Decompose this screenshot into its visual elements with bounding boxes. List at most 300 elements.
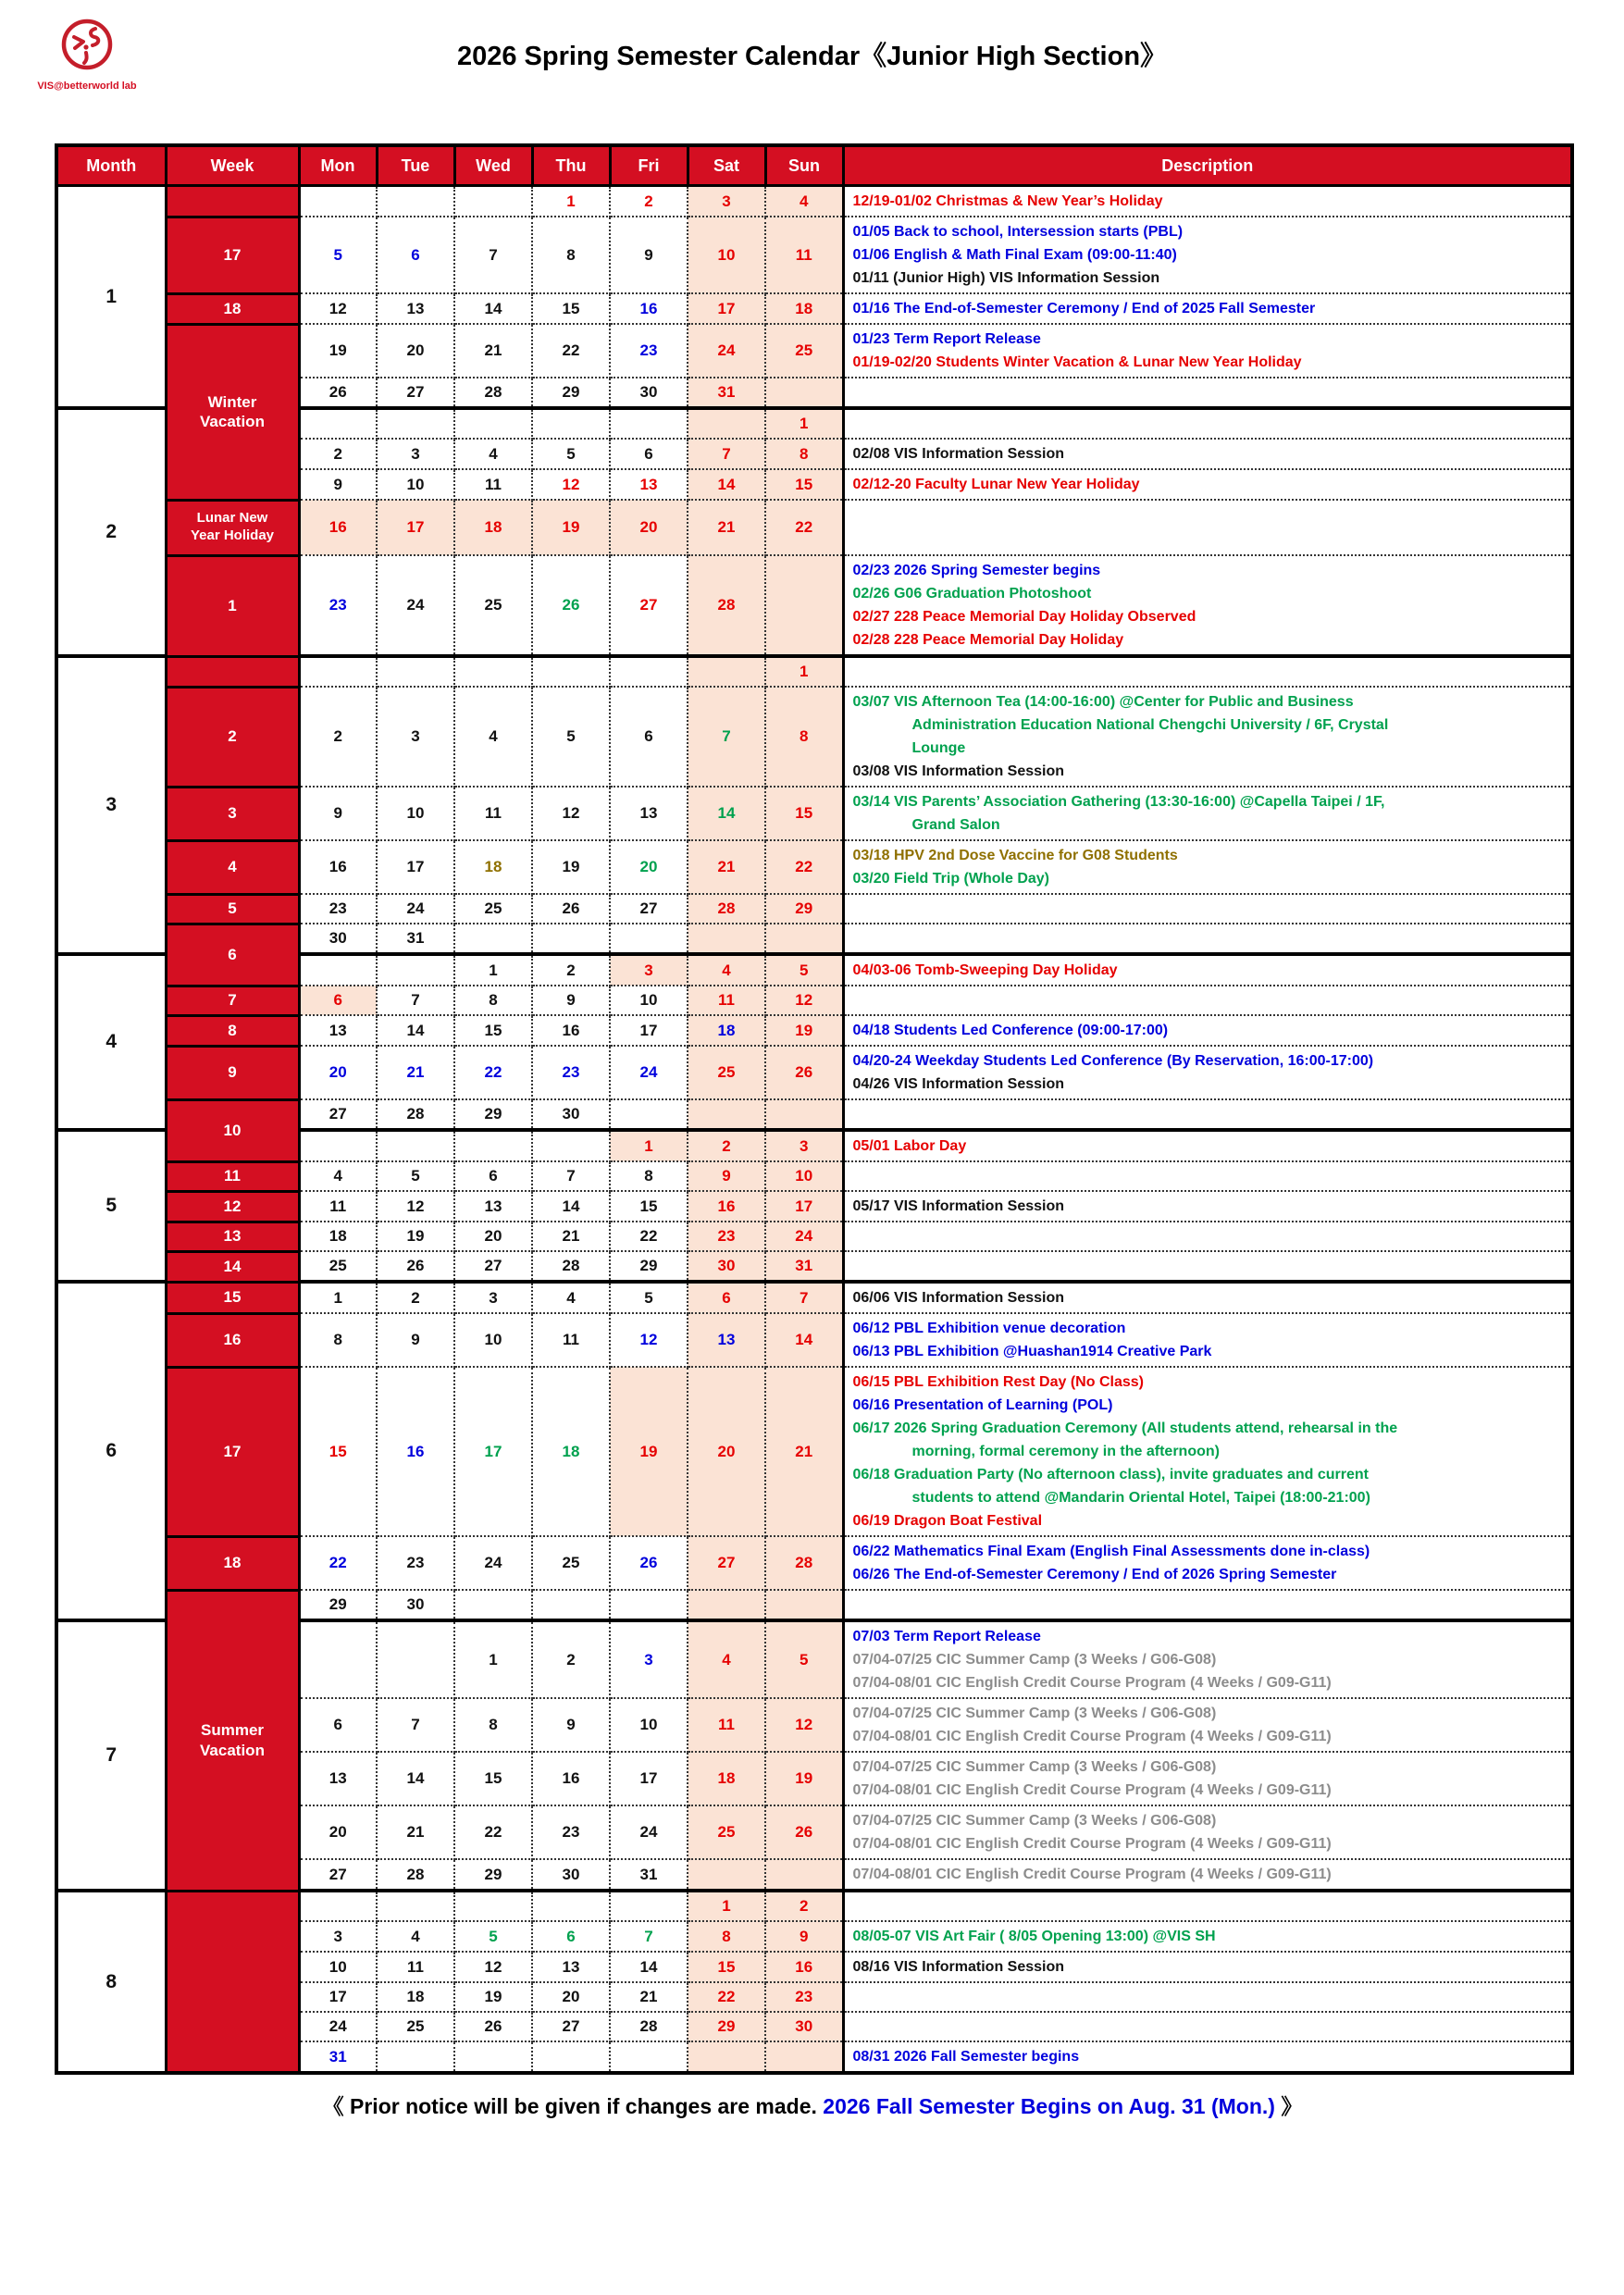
day-cell: 29 [688,2012,765,2041]
day-cell: 11 [688,986,765,1015]
week-cell: 17 [166,217,299,293]
page-title: 2026 Spring Semester Calendar《Junior High Section》 [456,42,1168,71]
day-cell: 30 [377,1590,454,1620]
day-cell: 27 [610,894,688,924]
day-cell [377,1130,454,1161]
day-cell: 7 [765,1282,843,1313]
day-cell: 25 [377,2012,454,2041]
day-cell: 16 [610,293,688,324]
day-cell [454,186,532,217]
day-cell: 12 [765,1698,843,1752]
description-cell [843,2012,1572,2041]
day-cell [765,1099,843,1130]
day-cell: 28 [532,1251,610,1282]
week-cell: 1 [166,555,299,656]
day-cell: 10 [454,1313,532,1367]
event-text: 05/17 VIS Information Session [852,1198,1065,1214]
day-cell: 4 [765,186,843,217]
day-cell [688,1099,765,1130]
event-text: 06/13 PBL Exhibition @Huashan1914 Creative Park [852,1344,1212,1359]
column-header-sat: Sat [688,145,765,186]
week-cell: 15 [166,1282,299,1313]
day-cell: 24 [610,1046,688,1099]
day-cell: 20 [688,1367,765,1536]
day-cell: 2 [299,439,377,469]
day-cell: 11 [532,1313,610,1367]
day-cell: 4 [299,1161,377,1191]
event-text: 07/04-08/01 CIC English Credit Course Program (4 Weeks / G09-G11) [852,1836,1332,1852]
day-cell: 23 [299,555,377,656]
day-cell: 10 [688,217,765,293]
day-cell: 21 [610,1982,688,2012]
day-cell: 27 [532,2012,610,2041]
day-cell: 28 [610,2012,688,2041]
day-cell: 19 [610,1367,688,1536]
event-text: 07/03 Term Report Release [852,1629,1041,1644]
footer-highlight: 2026 Fall Semester Begins on Aug. 31 (Mon.) [823,2094,1275,2118]
day-cell: 25 [532,1536,610,1590]
day-cell: 15 [454,1752,532,1805]
event-text: 06/06 VIS Information Session [852,1290,1065,1306]
day-cell: 4 [688,1620,765,1698]
description-cell [843,1367,1572,1536]
day-cell: 21 [377,1805,454,1859]
day-cell: 5 [377,1161,454,1191]
day-cell: 3 [610,1620,688,1698]
week-cell: 18 [166,1536,299,1590]
day-cell: 18 [299,1222,377,1251]
day-cell: 18 [377,1982,454,2012]
day-cell: 2 [377,1282,454,1313]
day-cell: 24 [765,1222,843,1251]
day-cell: 24 [454,1536,532,1590]
day-cell [377,1891,454,1921]
event-text: 06/12 PBL Exhibition venue decoration [852,1321,1126,1336]
day-cell: 6 [610,439,688,469]
event-text: 02/08 VIS Information Session [852,446,1065,462]
day-cell: 20 [610,500,688,555]
day-cell [532,656,610,687]
day-cell: 20 [610,840,688,894]
description-cell [843,2041,1572,2073]
day-cell: 16 [765,1952,843,1982]
month-cell: 7 [56,1620,166,1891]
description-cell [843,1222,1572,1251]
description-cell [843,408,1572,439]
day-cell: 31 [688,378,765,408]
description-cell [843,1130,1572,1161]
week-cell [166,1891,299,2073]
day-cell: 17 [688,293,765,324]
day-cell: 23 [377,1536,454,1590]
event-text: 03/14 VIS Parents’ Association Gathering (13:30-16:00) @Capella Taipei / 1F, [852,794,1385,810]
day-cell: 27 [454,1251,532,1282]
day-cell: 12 [532,469,610,500]
day-cell [299,1130,377,1161]
day-cell [377,1620,454,1698]
day-cell: 13 [299,1752,377,1805]
day-cell: 1 [610,1130,688,1161]
event-text: 03/20 Field Trip (Whole Day) [852,871,1049,887]
day-cell: 14 [377,1015,454,1046]
day-cell: 17 [299,1982,377,2012]
event-text: 04/03-06 Tomb-Sweeping Day Holiday [852,962,1118,978]
day-cell: 2 [765,1891,843,1921]
day-cell: 23 [688,1222,765,1251]
event-text: 04/26 VIS Information Session [852,1076,1065,1092]
day-cell: 12 [765,986,843,1015]
event-text: 01/06 English & Math Final Exam (09:00-11:40) [852,247,1177,263]
day-cell: 23 [299,894,377,924]
description-cell [843,1921,1572,1952]
day-cell: 19 [765,1752,843,1805]
description-cell [843,1952,1572,1982]
logo-caption: VIS@betterworld lab [37,81,137,92]
day-cell [532,2041,610,2073]
day-cell: 9 [299,469,377,500]
column-header-fri: Fri [610,145,688,186]
day-cell: 6 [688,1282,765,1313]
day-cell: 17 [610,1752,688,1805]
day-cell: 26 [299,378,377,408]
description-cell [843,954,1572,986]
day-cell: 28 [765,1536,843,1590]
description-cell [843,1251,1572,1282]
day-cell [765,2041,843,2073]
day-cell: 12 [377,1191,454,1222]
day-cell: 4 [454,439,532,469]
day-cell: 29 [765,894,843,924]
day-cell: 9 [377,1313,454,1367]
day-cell [532,1891,610,1921]
day-cell [299,408,377,439]
day-cell: 11 [454,787,532,840]
description-cell [843,1620,1572,1698]
day-cell: 29 [454,1099,532,1130]
day-cell: 30 [532,1099,610,1130]
month-cell: 1 [56,186,166,409]
day-cell: 29 [610,1251,688,1282]
day-cell: 9 [299,787,377,840]
event-text: 07/04-07/25 CIC Summer Camp (3 Weeks / G06-G08) [852,1652,1217,1668]
day-cell: 29 [454,1859,532,1891]
calendar-content [55,143,1570,2120]
description-cell [843,924,1572,954]
week-cell: 3 [166,787,299,840]
day-cell: 25 [454,894,532,924]
day-cell: 11 [765,217,843,293]
day-cell: 18 [454,840,532,894]
event-text: 02/23 2026 Spring Semester begins [852,563,1101,578]
day-cell: 17 [610,1015,688,1046]
day-cell [454,1590,532,1620]
day-cell: 21 [765,1367,843,1536]
description-cell [843,1698,1572,1752]
event-text: 02/26 G06 Graduation Photoshoot [852,586,1092,602]
description-cell [843,1161,1572,1191]
day-cell: 10 [377,469,454,500]
event-text: 03/18 HPV 2nd Dose Vaccine for G08 Students [852,848,1178,863]
day-cell: 7 [454,217,532,293]
description-cell [843,1313,1572,1367]
description-cell [843,840,1572,894]
day-cell: 28 [688,894,765,924]
day-cell: 19 [377,1222,454,1251]
day-cell [377,656,454,687]
day-cell [688,1590,765,1620]
day-cell: 5 [454,1921,532,1952]
day-cell: 22 [299,1536,377,1590]
description-cell [843,1859,1572,1891]
day-cell: 17 [765,1191,843,1222]
day-cell: 5 [532,687,610,787]
day-cell: 21 [377,1046,454,1099]
description-cell [843,687,1572,787]
day-cell: 1 [454,1620,532,1698]
day-cell: 31 [299,2041,377,2073]
day-cell: 28 [377,1859,454,1891]
day-cell: 8 [765,439,843,469]
day-cell [688,1859,765,1891]
day-cell [610,1590,688,1620]
day-cell: 16 [532,1015,610,1046]
day-cell: 24 [610,1805,688,1859]
day-cell: 16 [532,1752,610,1805]
day-cell: 1 [532,186,610,217]
description-cell [843,217,1572,293]
day-cell: 18 [765,293,843,324]
day-cell: 14 [532,1191,610,1222]
event-text: 07/04-07/25 CIC Summer Camp (3 Weeks / G06-G08) [852,1759,1217,1775]
day-cell [299,656,377,687]
day-cell: 19 [532,500,610,555]
day-cell: 8 [532,217,610,293]
day-cell: 26 [610,1536,688,1590]
day-cell: 7 [688,687,765,787]
day-cell: 22 [532,324,610,378]
week-cell [166,656,299,687]
day-cell: 22 [688,1982,765,2012]
week-cell: Lunar New Year Holiday [166,500,299,555]
description-cell [843,293,1572,324]
day-cell: 1 [454,954,532,986]
day-cell: 25 [765,324,843,378]
event-text: 04/18 Students Led Conference (09:00-17:00) [852,1023,1169,1038]
event-text: 06/18 Graduation Party (No afternoon class), invite graduates and current [852,1467,1369,1482]
day-cell [299,186,377,217]
column-header-sun: Sun [765,145,843,186]
day-cell: 26 [532,555,610,656]
description-cell [843,555,1572,656]
day-cell: 12 [610,1313,688,1367]
event-text: 02/12-20 Faculty Lunar New Year Holiday [852,477,1140,492]
day-cell: 16 [688,1191,765,1222]
day-cell: 9 [532,1698,610,1752]
description-cell [843,439,1572,469]
day-cell [688,656,765,687]
description-cell [843,1891,1572,1921]
day-cell [299,954,377,986]
day-cell: 12 [299,293,377,324]
day-cell [610,1099,688,1130]
description-cell [843,1046,1572,1099]
description-cell [843,787,1572,840]
day-cell: 8 [454,1698,532,1752]
event-text: 02/27 228 Peace Memorial Day Holiday Observed [852,609,1196,625]
day-cell: 19 [765,1015,843,1046]
day-cell: 27 [299,1859,377,1891]
day-cell: 4 [454,687,532,787]
description-cell [843,1805,1572,1859]
day-cell: 5 [765,1620,843,1698]
day-cell: 10 [610,986,688,1015]
day-cell [765,378,843,408]
event-text: 08/16 VIS Information Session [852,1959,1065,1975]
description-cell [843,378,1572,408]
day-cell: 30 [688,1251,765,1282]
day-cell: 26 [377,1251,454,1282]
day-cell [610,2041,688,2073]
week-cell: Summer Vacation [166,1590,299,1891]
day-cell: 25 [688,1046,765,1099]
day-cell: 28 [454,378,532,408]
description-cell [843,500,1572,555]
day-cell [377,2041,454,2073]
day-cell: 3 [377,687,454,787]
day-cell: 7 [688,439,765,469]
day-cell: 11 [377,1952,454,1982]
day-cell: 23 [532,1805,610,1859]
day-cell: 2 [532,954,610,986]
day-cell: 9 [610,217,688,293]
day-cell: 14 [688,469,765,500]
description-cell [843,1191,1572,1222]
month-cell: 4 [56,954,166,1130]
day-cell: 13 [688,1313,765,1367]
month-cell: 8 [56,1891,166,2073]
day-cell: 13 [610,469,688,500]
event-text: 07/04-08/01 CIC English Credit Course Program (4 Weeks / G09-G11) [852,1782,1332,1798]
week-cell: 10 [166,1099,299,1161]
event-text: 06/19 Dragon Boat Festival [852,1513,1043,1529]
day-cell: 8 [454,986,532,1015]
day-cell: 14 [688,787,765,840]
day-cell: 8 [688,1921,765,1952]
day-cell [454,408,532,439]
day-cell: 6 [299,986,377,1015]
description-cell [843,656,1572,687]
day-cell: 21 [454,324,532,378]
day-cell: 1 [688,1891,765,1921]
day-cell: 18 [454,500,532,555]
day-cell: 17 [377,500,454,555]
day-cell: 1 [765,408,843,439]
day-cell: 8 [765,687,843,787]
day-cell: 20 [454,1222,532,1251]
day-cell: 12 [532,787,610,840]
day-cell: 26 [765,1805,843,1859]
day-cell: 29 [299,1590,377,1620]
day-cell: 15 [765,469,843,500]
day-cell: 3 [610,954,688,986]
description-cell [843,324,1572,378]
day-cell: 10 [765,1161,843,1191]
day-cell: 2 [688,1130,765,1161]
week-cell: 6 [166,924,299,986]
day-cell: 19 [532,840,610,894]
day-cell [765,1859,843,1891]
day-cell: 17 [377,840,454,894]
day-cell: 21 [688,500,765,555]
calendar-table [55,143,1574,2075]
day-cell: 24 [299,2012,377,2041]
event-text: 01/23 Term Report Release [852,331,1041,347]
description-cell [843,1015,1572,1046]
event-text: students to attend @Mandarin Oriental Hotel, Taipei (18:00-21:00) [911,1490,1370,1506]
day-cell: 6 [610,687,688,787]
day-cell: 10 [377,787,454,840]
day-cell: 5 [299,217,377,293]
event-text: 12/19-01/02 Christmas & New Year’s Holiday [852,193,1163,209]
day-cell: 27 [610,555,688,656]
day-cell: 18 [532,1367,610,1536]
month-cell: 2 [56,408,166,656]
description-cell [843,986,1572,1015]
day-cell: 18 [688,1752,765,1805]
footer-suffix: 》 [1274,2094,1303,2118]
day-cell [454,1130,532,1161]
day-cell: 7 [532,1161,610,1191]
description-cell [843,1590,1572,1620]
day-cell: 9 [532,986,610,1015]
day-cell: 2 [532,1620,610,1698]
day-cell [532,1590,610,1620]
day-cell: 11 [688,1698,765,1752]
event-text: 06/15 PBL Exhibition Rest Day (No Class) [852,1374,1144,1390]
event-text: 01/19-02/20 Students Winter Vacation & Lunar New Year Holiday [852,354,1302,370]
day-cell [610,656,688,687]
event-text: 06/22 Mathematics Final Exam (English Final Assessments done in-class) [852,1544,1370,1559]
event-text: 06/26 The End-of-Semester Ceremony / End of 2026 Spring Semester [852,1567,1337,1582]
day-cell: 13 [377,293,454,324]
day-cell: 10 [299,1952,377,1982]
day-cell: 13 [299,1015,377,1046]
day-cell: 23 [532,1046,610,1099]
event-text: Administration Education National Chengchi University / 6F, Crystal [911,717,1389,733]
day-cell: 28 [377,1099,454,1130]
day-cell: 2 [299,687,377,787]
event-text: 08/31 2026 Fall Semester begins [852,2049,1080,2065]
day-cell: 1 [299,1282,377,1313]
day-cell: 27 [299,1099,377,1130]
event-text: 07/04-07/25 CIC Summer Camp (3 Weeks / G06-G08) [852,1706,1217,1721]
event-text: 01/11 (Junior High) VIS Information Session [852,270,1160,286]
day-cell [688,924,765,954]
week-cell: 2 [166,687,299,787]
description-cell [843,894,1572,924]
day-cell: 5 [765,954,843,986]
day-cell: 23 [610,324,688,378]
day-cell: 6 [454,1161,532,1191]
day-cell [377,186,454,217]
column-header-month: Month [56,145,166,186]
day-cell: 26 [532,894,610,924]
day-cell [454,2041,532,2073]
day-cell: 26 [765,1046,843,1099]
day-cell: 20 [532,1982,610,2012]
day-cell: 25 [454,555,532,656]
week-cell: Winter Vacation [166,324,299,500]
